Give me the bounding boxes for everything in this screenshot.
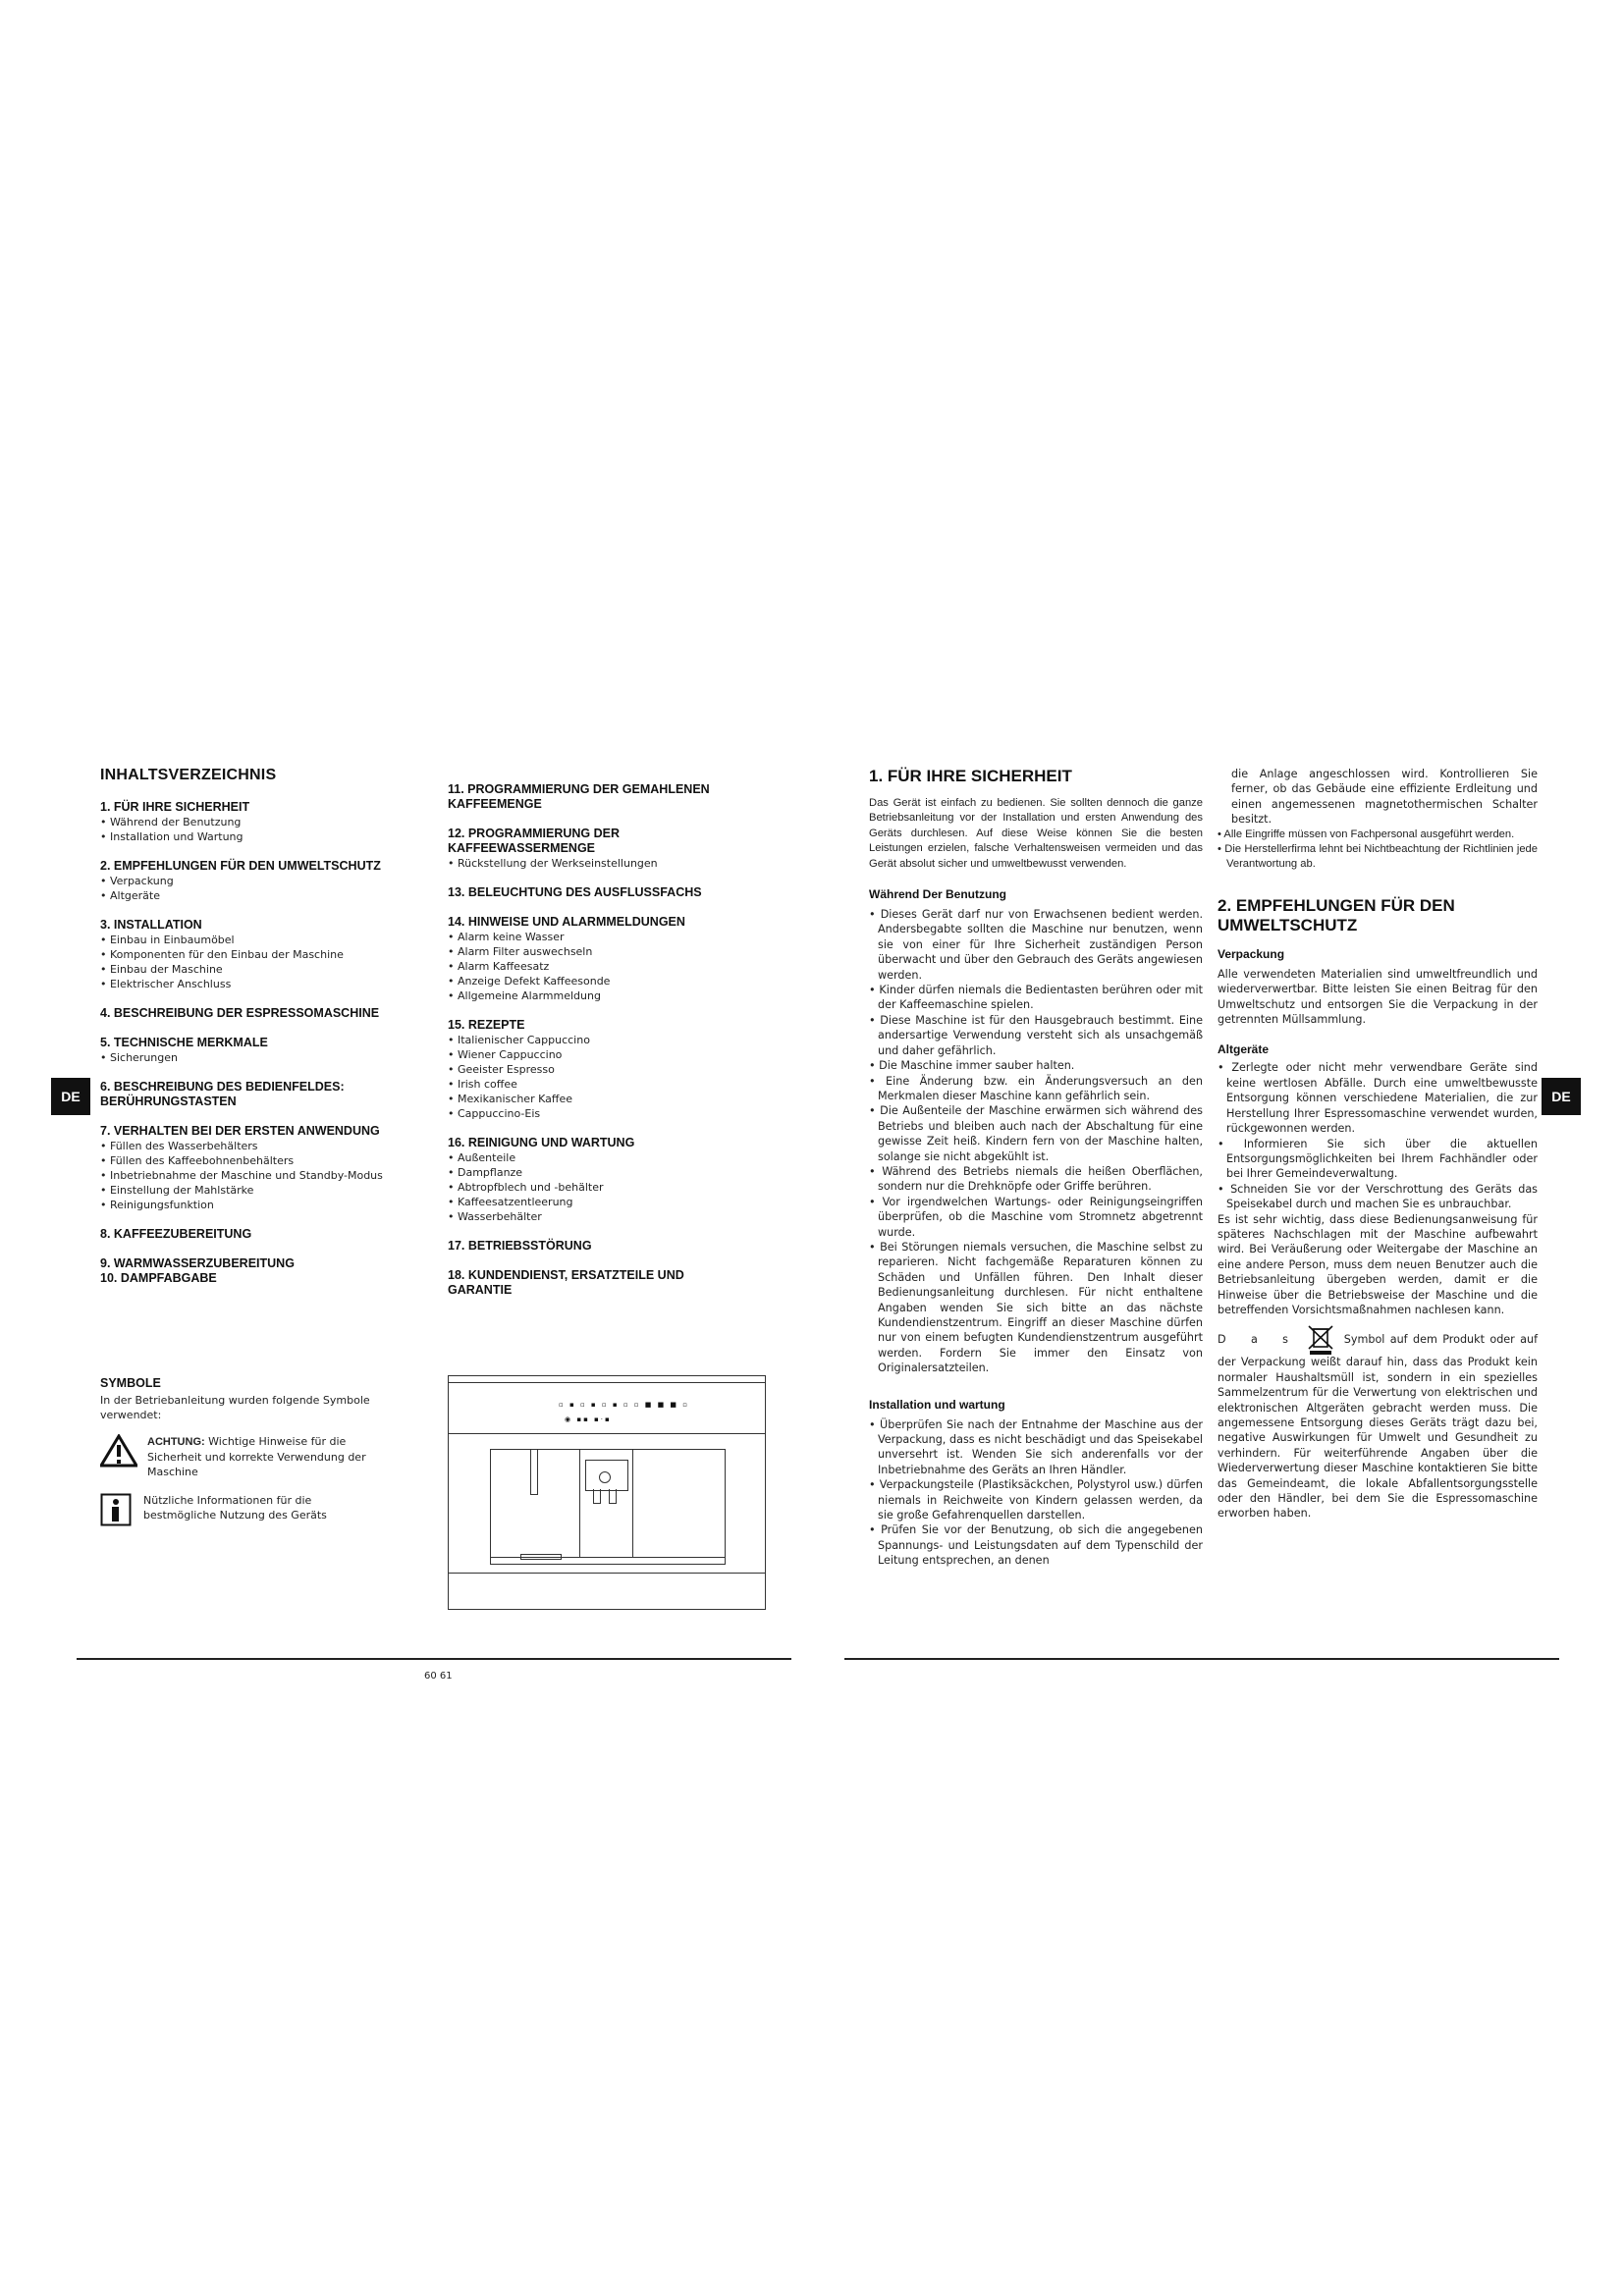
toc-section <box>448 1136 732 1224</box>
toc-section <box>448 1018 732 1121</box>
toc-heading: 16. REINIGUNG UND WARTUNG <box>448 1136 635 1149</box>
machine-base <box>449 1573 765 1575</box>
symbol-description: Symbol auf dem Produkt oder auf der Verpackung weißt darauf hin, dass das Produkt kein normaler Haushaltsmüll ist, sondern in ein spezielles Sammelzentrum für die Verwertung von elektrischen und elektronischen Altgeräten gebracht werden muss. Die angemessene Entsorgung dieses Geräts trägt dazu bei, negative Auswirkungen für Umwelt und Gesundheit zu verhindern. Für weiterführende Angaben über die Wiederverwertung dieser Maschine kontaktieren Sie bitte das Gemeindeamt, die lokale Abfallentsorgungsstelle oder den Händler, bei dem Sie die Espressomaschine erworben haben. <box>1218 1333 1539 1521</box>
usage-title: Während Der Benutzung <box>869 887 1006 902</box>
toc-heading: 11. PROGRAMMIERUNG DER GEMAHLENEN KAFFEEMENGE <box>448 782 710 811</box>
toc-heading: 18. KUNDENDIENST, ERSATZTEILE UND GARANTIE <box>448 1268 684 1297</box>
toc-item: • Wasserbehälter <box>448 1210 542 1223</box>
list-item: • Verpackungsteile (Plastiksäckchen, Polystyrol usw.) dürfen niemals in Reichweite von Kindern gelassen werden, da sie große Gefahrenquellen darstellen. <box>869 1478 1203 1522</box>
toc-section <box>100 1124 414 1212</box>
list-item: • Die Außenteile der Maschine erwärmen sich während des Betriebs und bleiben auch nach der Abschaltung für eine gewisse Zeit heiß. Kindern fern von der Maschine halten, solange sie nicht abgekühlt ist. <box>869 1104 1203 1163</box>
toc-item: • Italienischer Cappuccino <box>448 1034 590 1046</box>
old-devices-paragraph-1 <box>1218 1212 1538 1318</box>
footer-rule-left <box>77 1658 791 1660</box>
language-badge-right <box>1542 1078 1581 1115</box>
drip-tray-handle <box>520 1554 562 1560</box>
control-icons-row-1: ▫ ▪ ▫ ▪ ▫ ▪ ▫ ▫ ■ ■ ■ ▫ <box>559 1401 690 1409</box>
info-icon <box>100 1493 132 1526</box>
toc-item: • Inbetriebnahme der Maschine und Standby-Modus <box>100 1169 383 1182</box>
drip-tray <box>490 1557 726 1565</box>
toc-item: • Sicherungen <box>100 1051 178 1064</box>
badge-label: DE <box>61 1089 81 1104</box>
list-item: • Dieses Gerät darf nur von Erwachsenen bedient werden. Andersbegabte sollten die Maschine nur benutzen, wenn sie von einer für Ihre Sicherheit zuständigen Person überwacht und über den Gebrauch des Geräts angewiesen werden. <box>869 908 1203 982</box>
toc-section <box>100 918 414 991</box>
crossed-bin-icon <box>1307 1325 1334 1355</box>
col2-top-paragraph: die Anlage angeschlossen wird. Kontrollieren Sie ferner, ob das Gebäude eine effiziente Erdleitung und einen angemessenen magnetothermischen Schalter besitzt. <box>1231 768 1538 827</box>
toc-heading: 15. REZEPTE <box>448 1018 525 1032</box>
toc-section <box>100 1006 414 1021</box>
coffee-compartment <box>581 1450 633 1558</box>
page-numbers: 60 61 <box>424 1671 453 1682</box>
spout-right <box>609 1489 617 1504</box>
packaging-title: Verpackung <box>1218 946 1285 961</box>
toc-item: • Mexikanischer Kaffee <box>448 1093 572 1105</box>
section-1-intro <box>869 796 1203 872</box>
footer-rule-right <box>844 1658 1559 1660</box>
list-item: • Alle Eingriffe müssen von Fachpersonal ausgeführt werden. <box>1218 828 1515 840</box>
toc-item: • Einbau in Einbaumöbel <box>100 934 235 946</box>
usage-list <box>869 907 1203 1376</box>
section-1-title: 1. FÜR IHRE SICHERHEIT <box>869 767 1072 785</box>
old-devices-text-1: Es ist sehr wichtig, dass diese Bedienungsanweisung für späteres Nachschlagen mit der Maschine aufbewahrt wird. Bei Veräußerung oder Weitergabe der Maschine an eine andere Person, muss dem neuen Benutzer auch die Betriebsanleitung übergeben werden, damit er die Hinweise über die Betriebsweise der Maschine und die betreffenden Vorsichtsmaßnahmen nachlesen kann. <box>1218 1212 1538 1316</box>
warning-label: ACHTUNG: <box>147 1436 205 1448</box>
dispenser-light <box>599 1471 611 1483</box>
toc-title: INHALTSVERZEICHNIS <box>100 767 277 783</box>
toc-item: • Alarm keine Wasser <box>448 931 565 943</box>
col2-top-text <box>1218 767 1538 828</box>
right-column-1 <box>869 767 1203 1569</box>
toc-item: • Kaffeesatzentleerung <box>448 1196 573 1208</box>
toc-section <box>100 1036 414 1065</box>
toc-heading: 1. FÜR IHRE SICHERHEIT <box>100 800 250 814</box>
toc-section <box>100 1080 414 1109</box>
symbols-intro: In der Betriebanleitung wurden folgende Symbole verwendet: <box>100 1394 370 1421</box>
toc-item: • Einbau der Maschine <box>100 963 223 976</box>
toc-heading: 9. WARMWASSERZUBEREITUNG <box>100 1256 295 1270</box>
language-badge-left <box>51 1078 90 1115</box>
spout-left <box>593 1489 601 1504</box>
toc-heading: 10. DAMPFABGABE <box>100 1271 217 1285</box>
toc-section <box>100 859 414 903</box>
water-compartment <box>499 1450 580 1558</box>
list-item: • Während des Betriebs niemals die heißen Oberflächen, sondern nur die Drehknöpfe oder Griffe berühren. <box>869 1164 1203 1194</box>
warning-row <box>100 1434 385 1479</box>
section-2-title: 2. EMPFEHLUNGEN FÜR DEN UMWELTSCHUTZ <box>1218 895 1455 934</box>
toc-section <box>448 915 732 1003</box>
toc-heading: 7. VERHALTEN BEI DER ERSTEN ANWENDUNG <box>100 1124 380 1138</box>
toc-item: • Alarm Kaffeesatz <box>448 960 550 973</box>
list-item: • Diese Maschine ist für den Hausgebrauch bestimmt. Eine andersartige Verwendung versteht sich als unsachgemäß und daher gefährlich. <box>869 1013 1203 1057</box>
list-item: • Die Maschine immer sauber halten. <box>869 1059 1075 1073</box>
toc-heading: 13. BELEUCHTUNG DES AUSFLUSSFACHS <box>448 885 702 899</box>
toc-item: • Alarm Filter auswechseln <box>448 945 593 958</box>
old-devices-list <box>1218 1060 1538 1211</box>
toc-section <box>100 800 414 844</box>
toc-item: • Komponenten für den Einbau der Maschine <box>100 948 344 961</box>
toc-heading: 4. BESCHREIBUNG DER ESPRESSOMASCHINE <box>100 1006 380 1020</box>
steam-wand <box>530 1450 538 1495</box>
toc-section <box>448 827 732 871</box>
toc-item: • Allgemeine Alarmmeldung <box>448 989 601 1002</box>
toc-section <box>448 885 732 900</box>
toc-item: • Während der Benutzung <box>100 816 242 828</box>
symbol-lead-text: D a s <box>1218 1333 1298 1347</box>
warning-icon <box>100 1434 137 1468</box>
toc-column-2 <box>448 782 732 1312</box>
info-row <box>100 1493 385 1526</box>
toc-item: • Irish coffee <box>448 1078 517 1091</box>
warning-description: Wichtige Hinweise für die Sicherheit und korrekte Verwendung der Maschine <box>147 1435 366 1478</box>
list-item: • Prüfen Sie vor der Benutzung, ob sich die angegebenen Spannungs- und Leistungsdaten auf dem Typenschild der Leitung entsprechen, an denen <box>869 1523 1203 1568</box>
old-devices-paragraph-2 <box>1218 1325 1538 1521</box>
toc-item: • Installation und Wartung <box>100 830 244 843</box>
toc-heading: 17. BETRIEBSSTÖRUNG <box>448 1239 592 1253</box>
control-panel <box>449 1384 765 1434</box>
install-list <box>869 1417 1203 1569</box>
toc-item: • Füllen des Wasserbehälters <box>100 1140 258 1152</box>
toc-section <box>448 1268 732 1298</box>
machine-top-bar <box>449 1376 765 1383</box>
toc-heading: 2. EMPFEHLUNGEN FÜR DEN UMWELTSCHUTZ <box>100 859 381 873</box>
old-devices-title: Altgeräte <box>1218 1042 1270 1057</box>
toc-section <box>448 782 732 812</box>
toc-section <box>448 1239 732 1254</box>
toc-item: • Abtropfblech und -behälter <box>448 1181 604 1194</box>
toc-item: • Altgeräte <box>100 889 160 902</box>
toc-heading: 14. HINWEISE UND ALARMMELDUNGEN <box>448 915 685 929</box>
list-item: • Die Herstellerfirma lehnt bei Nichtbeachtung der Richtlinien jede Verantwortung ab. <box>1218 843 1538 871</box>
list-item: • Kinder dürfen niemals die Bedientasten berühren oder mit der Kaffeemaschine spielen. <box>869 984 1203 1012</box>
section-1-intro-text: Das Gerät ist einfach zu bedienen. Sie sollten dennoch die ganze Betriebsanleitung vor der Installation und ersten Anwendung des Geräts durchlesen. Auf diese Weise können Sie die besten Leistungen erzielen, falsche Verhaltensweisen vermeiden und das Gerät absolut sicher und umweltbewusst verwenden. <box>869 797 1203 870</box>
col2-list <box>1218 828 1538 873</box>
toc-heading: 5. TECHNISCHE MERKMALE <box>100 1036 268 1049</box>
list-item: • Schneiden Sie vor der Verschrottung des Geräts das Speisekabel durch und machen Sie es unbrauchbar. <box>1218 1182 1538 1211</box>
right-column-2 <box>1218 767 1538 1522</box>
toc-heading: 8. KAFFEEZUBEREITUNG <box>100 1227 252 1241</box>
packaging-text <box>1218 967 1538 1028</box>
symbols-section <box>100 1376 385 1526</box>
toc-item: • Dampflanze <box>448 1166 523 1179</box>
toc-heading: 3. INSTALLATION <box>100 918 202 932</box>
toc-item: • Füllen des Kaffeebohnenbehälters <box>100 1154 295 1167</box>
old-devices-text-2 <box>1218 1325 1538 1521</box>
toc-item: • Verpackung <box>100 875 174 887</box>
machine-illustration <box>448 1375 766 1610</box>
toc-item: • Rückstellung der Werkseinstellungen <box>448 857 658 870</box>
packaging-paragraph: Alle verwendeten Materialien sind umweltfreundlich und wiederverwertbar. Bitte leisten Sie einen Beitrag für den Umweltschutz und entsorgen Sie die Verpackung in der getrennten Müllsammlung. <box>1218 967 1538 1027</box>
warning-text <box>147 1434 373 1479</box>
list-item: • Informieren Sie sich über die aktuellen Entsorgungsmöglichkeiten bei Ihrem Fachhändler oder bei Ihrer Gemeindeverwaltung. <box>1218 1137 1538 1181</box>
toc-column-1 <box>100 800 414 1286</box>
machine-front-panel <box>490 1449 726 1560</box>
list-item: • Eine Änderung bzw. ein Änderungsversuch an den Merkmalen dieser Maschine kann gefährlich sein. <box>869 1074 1203 1102</box>
list-item: • Überprüfen Sie nach der Entnahme der Maschine aus der Verpackung, dass es nicht beschädigt und das Speisekabel unversehrt ist. Wenden Sie sich anderenfalls vor der Inbetriebnahme des Geräts an Ihren Händler. <box>869 1417 1203 1476</box>
toc-item: • Elektrischer Anschluss <box>100 978 232 990</box>
toc-item: • Cappuccino-Eis <box>448 1107 541 1120</box>
install-title: Installation und wartung <box>869 1397 1005 1412</box>
list-item: • Zerlegte oder nicht mehr verwendbare Geräte sind keine wertlosen Abfälle. Durch eine umweltbewusste Entsorgung können verschiedene Materialien, die zur Herstellung Ihrer Espressomaschine verwendet wurden, rückgewonnen werden. <box>1218 1061 1538 1136</box>
toc-heading: 12. PROGRAMMIERUNG DER KAFFEEWASSERMENGE <box>448 827 621 855</box>
toc-item: • Wiener Cappuccino <box>448 1048 563 1061</box>
info-text: Nützliche Informationen für die bestmögliche Nutzung des Geräts <box>143 1494 327 1522</box>
list-item: • Vor irgendwelchen Wartungs- oder Reinigungseingriffen überprüfen, ob die Maschine vom Stromnetz abgetrennt wurde. <box>869 1195 1203 1239</box>
list-item: • Bei Störungen niemals versuchen, die Maschine selbst zu reparieren. Nicht fachgemäße Reparaturen können zu Schäden und Unfällen führen. Den Inhalt dieser Bedienungsanleitung durchlesen. Für nicht enthaltene Angaben wenden Sie sich bitte an das nächste Kundendienstzentrum. Eingriff an dieser Maschine dürfen nur von einem befugten Kundendienstzentrum ausgeführt werden. Fordern Sie immer den Einsatz von Originalersatzteilen. <box>869 1240 1203 1375</box>
toc-item: • Einstellung der Mahlstärke <box>100 1184 254 1197</box>
toc-item: • Reinigungsfunktion <box>100 1199 214 1211</box>
toc-item: • Geeister Espresso <box>448 1063 555 1076</box>
toc-section <box>100 1256 414 1286</box>
toc-item: • Anzeige Defekt Kaffeesonde <box>448 975 611 988</box>
control-icons-row-2: ◉ ▪▪ ▪·▪ <box>565 1415 612 1423</box>
badge-label: DE <box>1551 1089 1571 1104</box>
toc-item: • Außenteile <box>448 1151 516 1164</box>
toc-section <box>100 1227 414 1242</box>
toc-heading: 6. BESCHREIBUNG DES BEDIENFELDES: BERÜHRUNGSTASTEN <box>100 1080 345 1108</box>
symbols-title: SYMBOLE <box>100 1376 161 1390</box>
